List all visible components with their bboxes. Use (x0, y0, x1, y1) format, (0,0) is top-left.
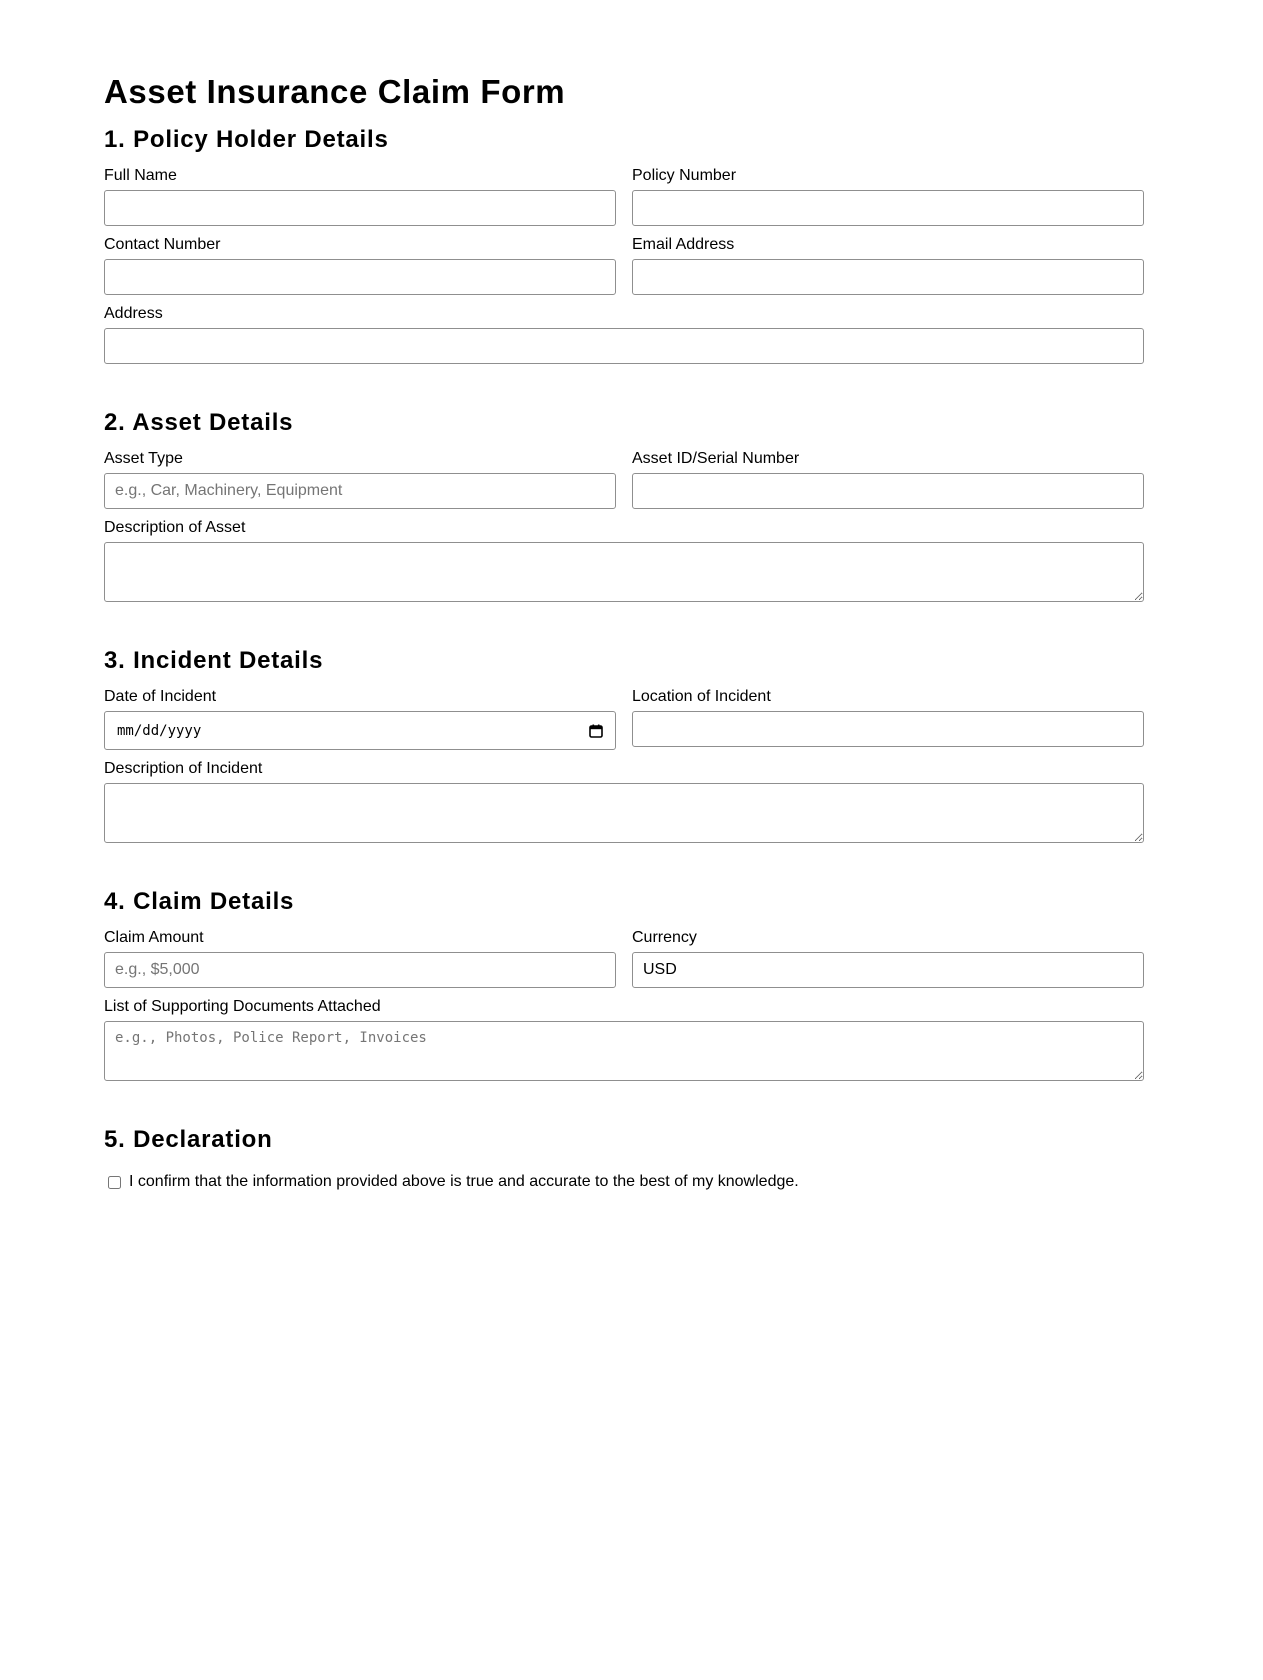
address-label: Address (104, 305, 163, 322)
incident-location-input[interactable] (632, 711, 1144, 747)
asset-serial-input[interactable] (632, 473, 1144, 509)
claim-amount-label: Claim Amount (104, 929, 204, 946)
section-heading-declaration: 5. Declaration (104, 1126, 273, 1153)
supporting-documents-label: List of Supporting Documents Attached (104, 998, 381, 1015)
claim-amount-input[interactable] (104, 952, 616, 988)
incident-date-label: Date of Incident (104, 688, 217, 705)
page-title: Asset Insurance Claim Form (104, 73, 566, 110)
asset-description-textarea[interactable] (104, 542, 1144, 602)
full-name-label: Full Name (104, 167, 177, 184)
asset-type-label: Asset Type (104, 450, 183, 467)
currency-label: Currency (632, 929, 697, 946)
asset-type-input[interactable] (104, 473, 616, 509)
section-heading-policy-holder: 1. Policy Holder Details (104, 126, 389, 153)
currency-input[interactable] (632, 952, 1144, 988)
contact-number-input[interactable] (104, 259, 616, 295)
calendar-icon[interactable] (589, 724, 603, 738)
full-name-input[interactable] (104, 190, 616, 226)
policy-number-label: Policy Number (632, 167, 737, 184)
section-heading-incident-details: 3. Incident Details (104, 647, 324, 674)
email-address-label: Email Address (632, 236, 735, 253)
asset-serial-label: Asset ID/Serial Number (632, 450, 800, 467)
section-heading-asset-details: 2. Asset Details (104, 409, 294, 436)
policy-number-input[interactable] (632, 190, 1144, 226)
incident-date-input[interactable] (104, 711, 616, 750)
contact-number-label: Contact Number (104, 236, 221, 253)
incident-description-textarea[interactable] (104, 783, 1144, 843)
asset-description-label: Description of Asset (104, 519, 246, 536)
email-address-input[interactable] (632, 259, 1144, 295)
declaration-text: I confirm that the information provided above is true and accurate to the best of my knowledge. (129, 1173, 799, 1190)
incident-location-label: Location of Incident (632, 688, 771, 705)
supporting-documents-textarea[interactable] (104, 1021, 1144, 1081)
incident-date-placeholder: mm/dd/yyyy (117, 722, 202, 739)
declaration-row (104, 1173, 1144, 1191)
declaration-checkbox[interactable] (108, 1176, 121, 1189)
section-heading-claim-details: 4. Claim Details (104, 888, 295, 915)
address-input[interactable] (104, 328, 1144, 364)
incident-description-label: Description of Incident (104, 760, 263, 777)
